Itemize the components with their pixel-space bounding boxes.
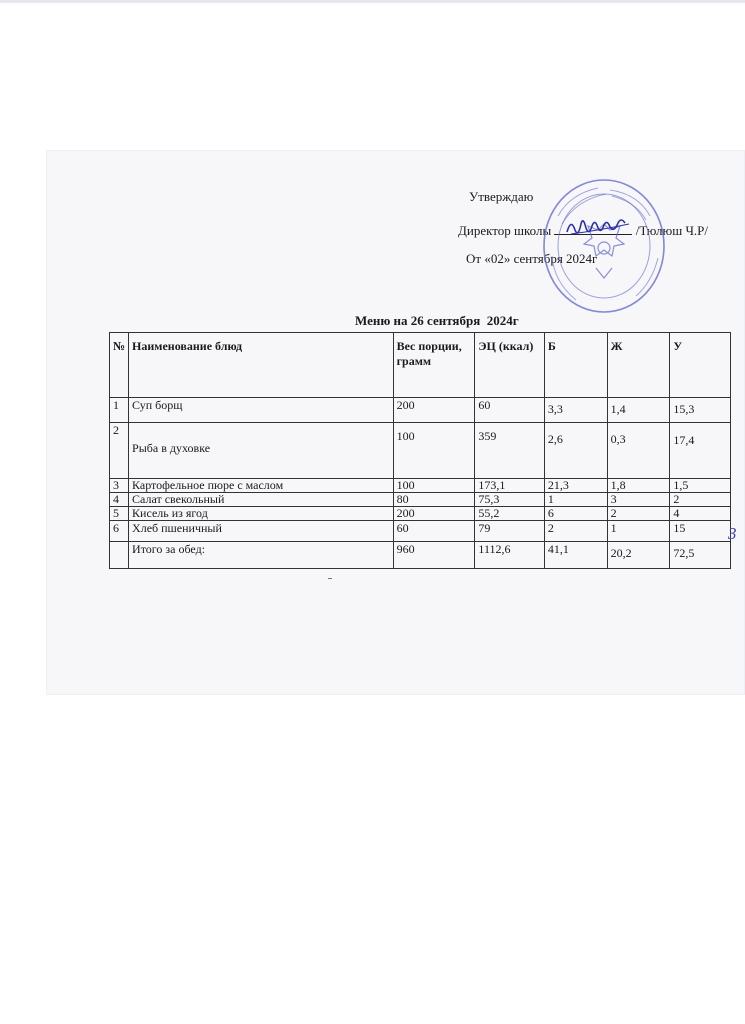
total-weight: 960	[393, 542, 475, 569]
header-fat: Ж	[607, 333, 670, 398]
cell-name: Суп борщ	[129, 398, 394, 423]
cell-num-empty	[110, 542, 129, 569]
table-row	[110, 479, 731, 493]
cell-fat: 1,4	[607, 398, 670, 423]
cell-energy: 55,2	[475, 507, 544, 521]
director-name: /Тюлюш Ч.Р/	[635, 223, 709, 238]
cell-num: 1	[110, 398, 129, 423]
table-total-row	[110, 542, 731, 569]
cell-name: Рыба в духовке	[129, 423, 394, 479]
school-seal-stamp	[540, 176, 668, 316]
cell-protein: 2,6	[544, 423, 607, 479]
scan-speck	[328, 578, 332, 579]
cell-fat: 3	[607, 493, 670, 507]
total-label: Итого за обед:	[129, 542, 394, 569]
table-row	[110, 507, 731, 521]
cell-weight: 200	[393, 507, 475, 521]
cell-num: 5	[110, 507, 129, 521]
cell-num: 4	[110, 493, 129, 507]
cell-protein: 21,3	[544, 479, 607, 493]
cell-energy: 359	[475, 423, 544, 479]
cell-energy: 60	[475, 398, 544, 423]
cell-energy: 75,3	[475, 493, 544, 507]
cell-name: Картофельное пюре с маслом	[129, 479, 394, 493]
cell-protein: 1	[544, 493, 607, 507]
scan-edge	[0, 0, 745, 3]
cell-weight: 60	[393, 521, 475, 542]
table-row	[110, 521, 731, 542]
total-energy: 1112,6	[475, 542, 544, 569]
table-header-row	[110, 333, 731, 398]
cell-protein: 6	[544, 507, 607, 521]
cell-energy: 173,1	[475, 479, 544, 493]
header-protein: Б	[544, 333, 607, 398]
table-row	[110, 423, 731, 479]
cell-fat: 0,3	[607, 423, 670, 479]
cell-name: Хлеб пшеничный	[129, 521, 394, 542]
cell-weight: 100	[393, 479, 475, 493]
cell-fat: 2	[607, 507, 670, 521]
cell-carbs: 4	[670, 507, 731, 521]
cell-energy: 79	[475, 521, 544, 542]
total-fat: 20,2	[607, 542, 670, 569]
total-carbs: 72,5	[670, 542, 731, 569]
cell-carbs: 2	[670, 493, 731, 507]
header-carbs: У	[670, 333, 731, 398]
handwritten-margin-note: 3	[728, 524, 737, 543]
cell-weight: 200	[393, 398, 475, 423]
cell-carbs: 15	[670, 521, 731, 542]
header-num: №	[110, 333, 129, 398]
header-weight: Вес порции, грамм	[393, 333, 475, 398]
cell-num: 2	[110, 423, 129, 479]
director-signature	[565, 214, 635, 238]
cell-protein: 3,3	[544, 398, 607, 423]
cell-num: 3	[110, 479, 129, 493]
approval-line-date: От «02» сентября 2024г	[466, 251, 598, 266]
cell-weight: 80	[393, 493, 475, 507]
table-row	[110, 493, 731, 507]
menu-title: Меню на 26 сентября 2024г	[355, 313, 519, 328]
table-row	[110, 398, 731, 423]
header-name: Наименование блюд	[129, 333, 394, 398]
cell-fat: 1,8	[607, 479, 670, 493]
cell-name: Салат свекольный	[129, 493, 394, 507]
cell-name: Кисель из ягод	[129, 507, 394, 521]
cell-fat: 1	[607, 521, 670, 542]
total-protein: 41,1	[544, 542, 607, 569]
cell-carbs: 17,4	[670, 423, 731, 479]
director-label: Директор школы	[458, 223, 552, 238]
cell-weight: 100	[393, 423, 475, 479]
cell-protein: 2	[544, 521, 607, 542]
cell-carbs: 15,3	[670, 398, 731, 423]
menu-table	[109, 332, 731, 569]
approval-line-approve: Утверждаю	[469, 189, 534, 204]
header-energy: ЭЦ (ккал)	[475, 333, 544, 398]
cell-num: 6	[110, 521, 129, 542]
cell-carbs: 1,5	[670, 479, 731, 493]
